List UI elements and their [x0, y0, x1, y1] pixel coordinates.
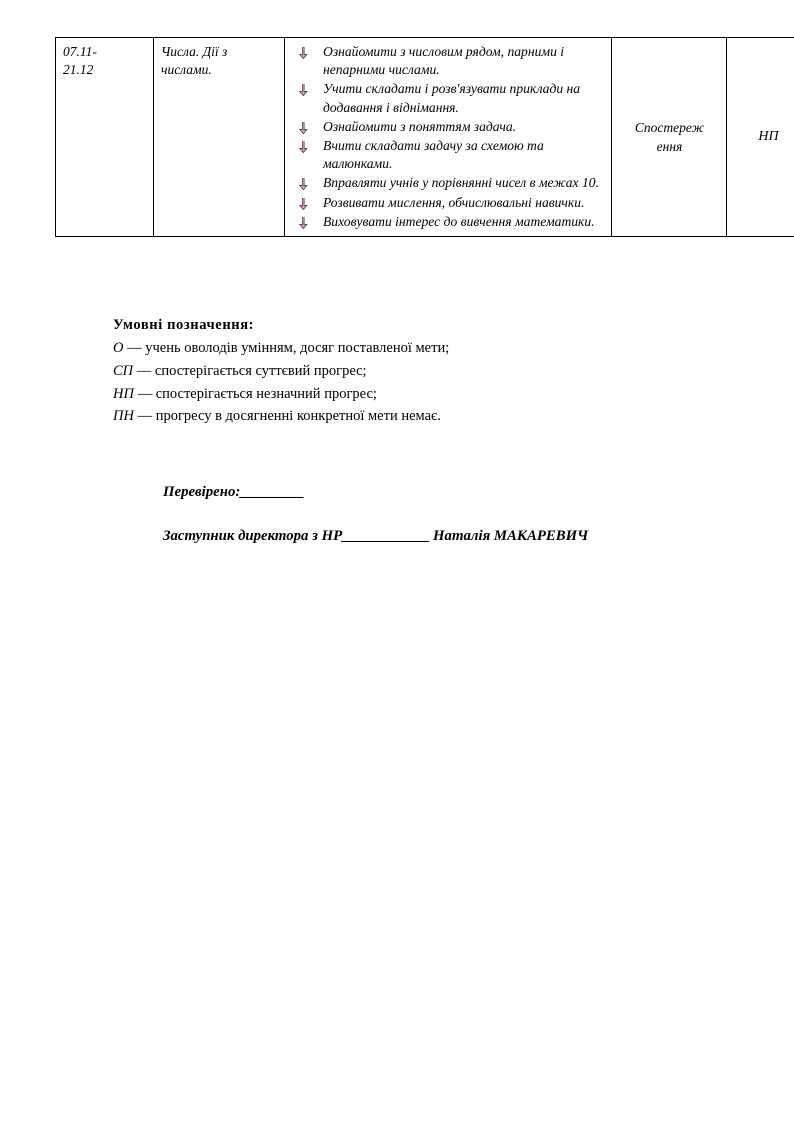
checked-label: Перевірено:: [163, 484, 241, 500]
result-code: НП: [758, 129, 779, 145]
tasks-list: [292, 43, 605, 231]
legend-item: [113, 383, 673, 406]
legend-item: [113, 337, 673, 360]
legend-item: [113, 360, 673, 383]
deputy-line: [163, 525, 763, 547]
deputy-label: Заступник директора з НР: [163, 528, 343, 545]
legend-code: ПН: [113, 408, 134, 425]
down-arrow-bullet-icon: [298, 121, 309, 133]
assessment-form-line-2: ення: [656, 138, 683, 154]
cell-topic: [154, 38, 285, 237]
legend-code: СП: [113, 363, 134, 380]
list-item: [292, 174, 605, 192]
task-text: Вправляти учнів у порівнянні чисел в межах 10.: [323, 175, 599, 191]
dates-line-1: 07.11-: [63, 44, 97, 59]
signature-block: [163, 481, 763, 547]
down-arrow-bullet-icon: [298, 83, 309, 95]
task-text: Ознайомити з числовим рядом, парними і непарними числами.: [323, 44, 565, 78]
down-arrow-bullet-icon: [298, 46, 309, 58]
cell-tasks: [285, 38, 612, 237]
task-text: Розвивати мислення, обчислювальні навички.: [323, 194, 585, 210]
legend-block: [113, 314, 673, 428]
task-text: Виховувати інтерес до вивчення математики.: [323, 213, 595, 229]
cell-dates: [56, 38, 154, 237]
dates-line-2: 21.12: [63, 61, 94, 77]
legend-title: Умовні позначення:: [113, 317, 255, 333]
lesson-plan-table: [55, 37, 794, 237]
list-item: [292, 43, 605, 79]
legend-text: спостерігається суттєвий прогрес;: [154, 363, 367, 380]
task-text: Ознайомити з поняттям задача.: [323, 118, 517, 134]
down-arrow-bullet-icon: [298, 177, 309, 189]
legend-dash: —: [133, 363, 155, 380]
list-item: [292, 118, 605, 136]
legend-text: прогресу в досягненні конкретної мети немає.: [155, 408, 441, 425]
deputy-blank-field[interactable]: ___________: [342, 528, 430, 545]
down-arrow-bullet-icon: [298, 197, 309, 209]
list-item: [292, 80, 605, 116]
cell-assessment-form: [612, 38, 727, 237]
task-text: Учити складати і розв'язувати приклади на додавання і віднімання.: [323, 81, 581, 115]
legend-dash: —: [133, 408, 156, 425]
legend-dash: —: [133, 385, 156, 402]
down-arrow-bullet-icon: [298, 140, 309, 152]
list-item: [292, 194, 605, 212]
task-text: Вчити складати задачу за схемою та малюнками.: [323, 138, 544, 172]
cell-result: [727, 38, 794, 237]
list-item: [292, 213, 605, 231]
checked-line: [163, 481, 763, 503]
legend-code: О: [113, 340, 124, 357]
deputy-name: Наталія МАКАРЕВИЧ: [433, 528, 589, 545]
legend-text: спостерігається незначний прогрес;: [155, 385, 377, 402]
legend-code: НП: [113, 385, 134, 402]
assessment-form-line-1: Спостереж: [634, 120, 705, 136]
table-row: [56, 38, 794, 237]
down-arrow-bullet-icon: [298, 216, 309, 228]
legend-text: учень оволодів умінням, досяг поставленої мети;: [145, 340, 450, 357]
legend-dash: —: [123, 340, 146, 357]
list-item: [292, 137, 605, 173]
topic-text: Числа. Дії з числами.: [161, 44, 228, 77]
legend-item: [113, 405, 673, 428]
checked-blank-field[interactable]: ________: [240, 484, 304, 500]
